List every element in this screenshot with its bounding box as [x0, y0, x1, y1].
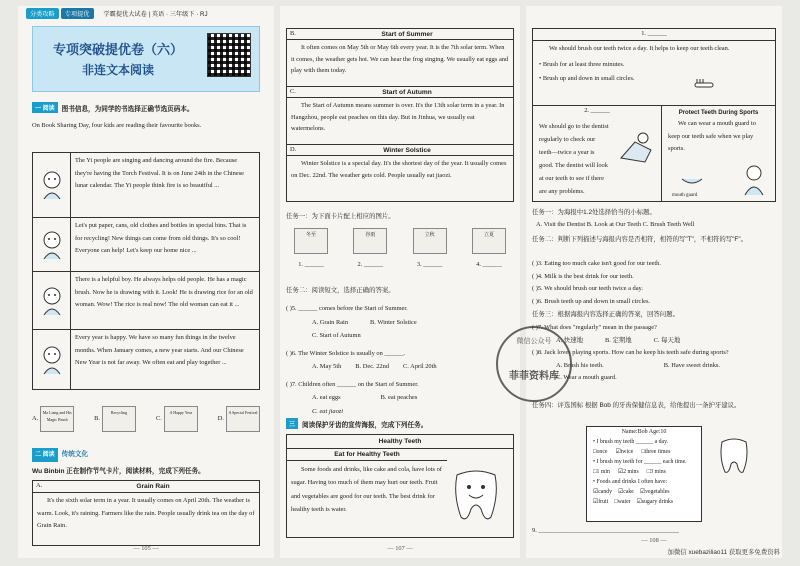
page-number: — 105 — — [133, 545, 159, 552]
page-number: — 108 — — [641, 537, 667, 544]
choice: ☑cake — [618, 489, 634, 496]
picture-caption: 谷雨 — [353, 228, 387, 254]
question-7-options — [532, 335, 776, 348]
term-pictures — [294, 228, 506, 270]
paper-title: 专项突破提优卷（六） — [52, 42, 183, 57]
task-3-instruction: 任务三：根据海报内容选择正确的答案，回答问题。 — [532, 311, 679, 318]
grain-rain-card — [32, 480, 260, 546]
card-text: Winter Solstice is a special day. It's the shortest day of the year. It usually comes on Dec. 22nd. The weather gets cold. People usually eat jiaozi. — [291, 160, 507, 179]
choice: □once — [593, 449, 608, 456]
task-2-instruction: 任务二：判断下列描述与海报内容是否相符，相符的写"T"，不相符的写"F"。 — [532, 236, 747, 243]
option-letter: A. — [32, 414, 39, 422]
option[interactable]: B. Winter Solstice — [370, 318, 417, 326]
intro-text: On Book Sharing Day, four kids are reading their favourite books. — [32, 122, 202, 129]
card-text: It's the sixth solar term in a year. It usually comes on April 20th. The weather is warm. Look, it's raining. Farmers like the rain. People usually drink tea on the day of Grain Rain. — [37, 497, 255, 530]
card-label: A. — [36, 482, 43, 490]
option[interactable]: A. 快速地 — [556, 336, 583, 344]
table-row — [33, 153, 259, 217]
promo-text: 加微信 xuebaziliao11 获取更多免费资料 — [667, 549, 780, 556]
tooth-icon — [445, 465, 507, 527]
box-text: We should brush our teeth twice a day. It helps to keep our teeth clean. — [549, 45, 730, 52]
header-text: 学霸提优大试卷 | 英语 · 三年级下 · RJ — [103, 10, 208, 18]
choice: □1 min — [593, 469, 610, 476]
table-row — [33, 217, 259, 271]
card-label: C. — [290, 87, 296, 95]
task-1-instruction: 任务一：为下面卡片配上相应的图片。 — [286, 213, 395, 220]
question-7: ( )7. Children often ______ on the Start of Summer. — [286, 380, 419, 388]
picture-caption: 立夏 — [472, 228, 506, 254]
box-text: We should go to the dentist regularly to check our teeth—twice a year is good. The dentist will look at our teeth to see if there are any problems. — [539, 123, 609, 195]
option[interactable]: B. Dec. 22nd — [355, 363, 390, 370]
book-option — [32, 406, 74, 432]
option[interactable]: B. Have sweet drinks. — [663, 361, 721, 369]
passage-text: The Yi people are singing and dancing around the fire. Because they're having the Torch Festival. It is on June 24th in the Chinese lunar calendar. The Yi people think fire is so beautiful ... — [75, 157, 245, 190]
tf-question: ( )3. Eating too much cake isn't good for our teeth. — [532, 260, 661, 267]
option-letter: D. — [217, 414, 224, 422]
choice: ☑2 mins — [617, 469, 639, 476]
choice: ☑sugary drinks — [636, 499, 674, 506]
poster-box-2 — [532, 106, 662, 202]
choice: ☑candy — [593, 489, 613, 496]
bob-info-card — [586, 426, 702, 522]
option[interactable]: B. 定期地 — [604, 336, 632, 344]
card-title: Winter Solstice — [383, 146, 431, 154]
dentist-chair-icon — [615, 128, 657, 168]
healthy-teeth-poster — [286, 434, 514, 538]
book-option — [218, 406, 260, 432]
tf-question: ( )4. Milk is the best drink for our teeth. — [532, 272, 634, 280]
tf-question: ( )6. Brush teeth up and down in small circles. — [532, 297, 651, 305]
poster-subtitle: Eat for Healthy Teeth — [287, 449, 447, 461]
section-title: 阅读保护牙齿的宣传海报，完成下列任务。 — [302, 421, 428, 429]
right-page — [509, 6, 782, 558]
section-badge: 三 — [286, 418, 298, 429]
answer-blank[interactable]: 1. ______ — [298, 261, 324, 268]
protect-text: We can wear a mouth guard to keep our teeth safe when we play sports. — [668, 120, 756, 153]
book-cover: Ma Liang and His Magic Brush — [40, 406, 74, 432]
choice: ☑vegetables — [639, 489, 670, 496]
task-1-options: A. Visit the Dentist B. Look at Our Teeth C. Brush Teeth Well — [536, 221, 695, 228]
term-card — [287, 29, 513, 87]
card-choices — [593, 487, 701, 497]
tf-question: ( )5. We should brush our teeth twice a day. — [532, 285, 643, 292]
poster-text: Some foods and drinks, like cake and cola, have lots of sugar. Having too much of them may hurt our teeth. Fruit and vegetables are good for our teeth. The best drink for healthy teeth is water. — [291, 466, 442, 514]
choice: ☑fruit — [593, 499, 609, 506]
watermark-stamp — [496, 326, 572, 402]
book-cover: A Special Festival — [226, 406, 260, 432]
choice: □water — [614, 499, 631, 506]
section-1-heading — [32, 102, 194, 113]
blank-heading-1[interactable]: 1. ______ — [533, 29, 775, 41]
option-letter: C. — [155, 414, 162, 422]
table-row — [33, 271, 259, 329]
kid-icon — [741, 163, 767, 197]
book-option — [156, 406, 198, 432]
section-badge: 二 阅读 — [32, 448, 58, 462]
option[interactable]: A. Grain Rain — [312, 318, 349, 326]
answer-blank[interactable]: 3. ______ — [416, 261, 443, 268]
passage-text: There is a helpful boy. He always helps old people. He has a magic brush. Now he is drawing with it. Look! He is drawing rice for an old woman. Wow! The rice is real now! The old woman can eat it ... — [75, 276, 253, 309]
option[interactable]: A. May 5th — [312, 363, 342, 370]
mouth-guard-label: mouth guard — [672, 193, 698, 198]
term-picture — [413, 228, 447, 270]
reading-table — [32, 152, 260, 390]
card-label: B. — [290, 29, 296, 37]
questions — [286, 302, 514, 418]
card-name: Name:Bob Age:10 — [621, 429, 667, 435]
section-subtag: 传统文化 — [61, 451, 89, 458]
term-picture — [294, 228, 328, 270]
blank-heading-2[interactable]: 2. ______ — [584, 107, 610, 114]
card-choices — [593, 497, 701, 507]
card-header — [33, 481, 259, 493]
solar-term-cards — [286, 28, 514, 202]
card-text: It often comes on May 5th or May 6th every year. It is the 7th solar term. When it comes, the weather gets hot. We can hear the frog singing. We usually eat eggs and play with them today. — [291, 44, 509, 74]
option-letter: B. — [94, 414, 101, 422]
card-choices — [593, 467, 701, 477]
task-4-instruction: 任务四：评选国标 根据 Bob 的牙齿保健信息表，给他提出一条护牙建议。 — [532, 402, 741, 409]
picture-caption: 冬至 — [294, 228, 328, 254]
page-header — [18, 6, 274, 20]
title-banner — [32, 26, 260, 92]
option[interactable]: A. eat eggs — [312, 394, 341, 401]
qr-code — [207, 33, 251, 77]
choice: ☑twice — [615, 449, 634, 456]
passage-text: Every year is happy. We have so many fun things in the twelve months. When January comes, a new year starts. And our Chinese New Year is not far away. We often eat and play together ... — [75, 334, 244, 367]
card-title: Start of Autumn — [382, 88, 432, 96]
answer-blank[interactable]: 2. ______ — [357, 261, 384, 268]
kid-avatar — [33, 153, 71, 217]
card-body — [587, 437, 701, 507]
stamp-text: 菲菲资料库 — [509, 370, 559, 382]
question-5-options — [286, 316, 514, 330]
kid-avatar — [33, 272, 71, 329]
question-9[interactable]: 9. ____________________________________________ — [532, 527, 679, 534]
book-cover: Recycling — [102, 406, 136, 432]
task-1-instruction: 任务一：为海报中1.2处选择恰当的小标题。 — [532, 209, 656, 216]
poster-box-1 — [532, 28, 776, 106]
card-line: • I brush my teeth ______ a day. — [593, 439, 669, 446]
card-text: The Start of Autumn means summer is over. It's the 13th solar term in a year. In Hangzhou, people eat peaches on this day. But in Jinhua, we usually eat watermelons. — [291, 102, 505, 132]
kid-avatar — [33, 330, 71, 389]
option[interactable]: C. eat jiaozi — [312, 407, 344, 415]
section-title: 图书信息，为同学的书选择正确节选页码本。 — [61, 105, 194, 113]
card-title: Grain Rain — [136, 483, 170, 490]
option[interactable]: B. eat peaches — [380, 394, 418, 401]
option[interactable]: C. Start of Autumn — [312, 332, 361, 339]
option[interactable]: C. April 20th — [403, 363, 437, 370]
left-page — [18, 6, 274, 558]
toothbrush-icon — [693, 77, 715, 93]
passage-text: Let's put paper, cans, old clothes and bottles in special bins. That is for recycling! New things can come from old things. It's so cool! Everyone can help! Let's keep our home nice ... — [75, 222, 247, 255]
paper-subtitle: 非连文本阅读 — [81, 63, 154, 77]
term-card — [287, 145, 513, 201]
term-picture — [472, 228, 506, 270]
card-title: Start of Summer — [381, 30, 433, 38]
book-options — [32, 406, 260, 432]
option[interactable]: A. Brush his teeth. — [556, 361, 604, 369]
true-false-list — [532, 258, 776, 308]
section-2-heading — [32, 448, 260, 478]
question-7-options — [286, 391, 514, 405]
question-6-options — [286, 360, 514, 374]
section-title: Wu Binbin 正在制作节气卡片，阅读材料，完成下列任务。 — [32, 468, 205, 475]
bullet-list — [533, 58, 775, 86]
book-cover: A Happy Year — [164, 406, 198, 432]
card-choices — [593, 447, 701, 457]
choice: □3 mins — [646, 469, 666, 476]
question-8: ( )8. Jack loves playing sports. How can he keep his teeth safe during sports? — [532, 349, 729, 357]
answer-blank[interactable]: 4. ______ — [476, 261, 502, 268]
term-card — [287, 87, 513, 145]
table-row — [33, 329, 259, 389]
mouth-guard-icon — [680, 175, 704, 187]
card-line: • Foods and drinks I often have: — [593, 479, 668, 486]
tooth-icon — [714, 436, 754, 476]
choice: □three times — [641, 449, 671, 456]
book-option — [94, 406, 136, 432]
header-tag-1: 分类攻略 — [26, 8, 59, 19]
page-number: — 107 — — [387, 545, 413, 552]
question-6: ( )6. The Winter Solstice is usually on ______. — [286, 349, 406, 357]
option[interactable]: C. Wear a mouth guard. — [556, 374, 617, 382]
term-picture — [353, 228, 387, 270]
stamp-ring-text: 微信公众号 — [516, 337, 552, 345]
header-tag-2: 专项提优 — [61, 8, 94, 19]
protect-title: Protect Teeth During Sports — [678, 110, 759, 116]
middle-page — [280, 6, 520, 558]
poster-title: Healthy Teeth — [287, 435, 513, 449]
option[interactable]: C. 每天地 — [653, 336, 681, 344]
picture-caption: 立秋 — [413, 228, 447, 254]
section-3-heading — [286, 418, 427, 429]
question-5: ( )5. ______ comes before the Start of Summer. — [286, 305, 408, 312]
card-line: • I brush my teeth for ______ each time. — [593, 459, 687, 466]
task-2-instruction: 任务二：阅读短文，选择正确的答案。 — [286, 287, 395, 294]
protect-teeth-box — [662, 106, 776, 202]
bullet-item: • Brush up and down in small circles. — [539, 74, 635, 82]
question-7: ( )7. What does "regularly" mean in the passage? — [532, 324, 657, 331]
kid-avatar — [33, 218, 71, 271]
bullet-item: • Brush for at least three minutes. — [539, 60, 625, 68]
section-badge: 一 阅读 — [32, 102, 58, 113]
card-label: D. — [290, 145, 297, 153]
